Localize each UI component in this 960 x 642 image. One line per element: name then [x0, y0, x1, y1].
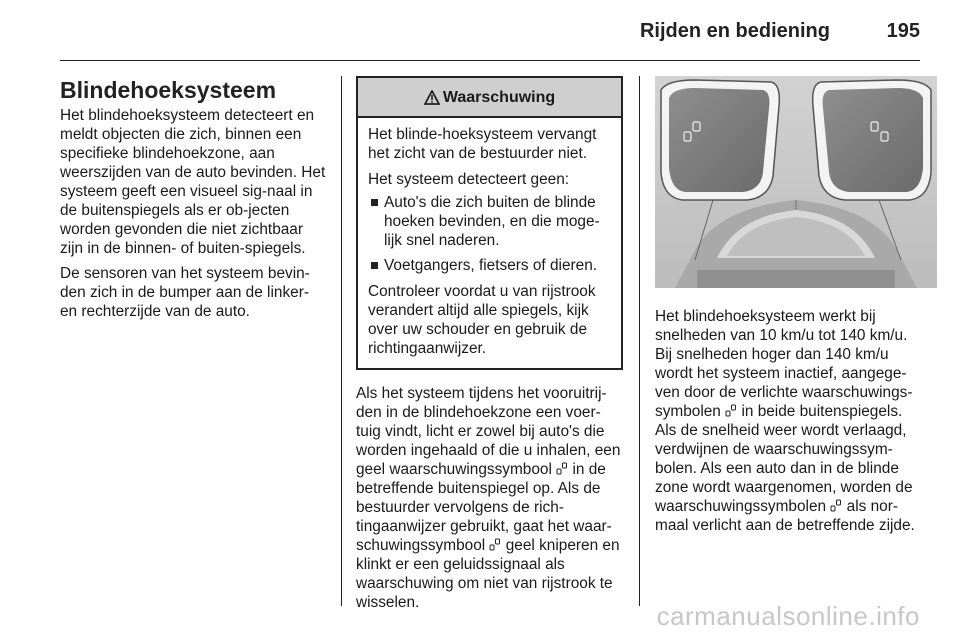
warning-closing: Controleer voordat u van rijstrook verandert altijd alle spiegels, kijk over uw schouder en gebruik de richtingaanwijzer. — [368, 283, 596, 357]
page-header — [0, 0, 960, 60]
speed-text: in beide buitenspiegels. Als de snelheid weer wordt verlaagd, verdwijnen de waarschuwingssym-bolen. Als een auto dan in de blinde zone wordt waargenomen, worden de waarschuwingssymbolen — [655, 403, 913, 515]
header-title: Rijden en bediening — [639, 20, 830, 42]
warning-box — [356, 76, 623, 370]
section-heading: Blindehoeksysteem — [60, 77, 277, 103]
warning-title: Waarschuwing — [442, 88, 556, 106]
warning-triangle-icon — [424, 90, 440, 105]
column-divider-left — [341, 76, 342, 606]
blind-spot-symbol-icon — [725, 404, 737, 418]
blind-spot-symbol-icon — [489, 538, 501, 552]
header-rule — [60, 60, 920, 61]
detection-text: in de betreffende buitenspiegel op. Als de bestuurder vervolgens de rich-tingaanwijzer gebruikt, gaat het waar-schuwingssymbool — [356, 461, 612, 554]
warning-list-intro: Het systeem detecteert geen: — [368, 171, 570, 188]
page-number: 195 — [886, 20, 920, 42]
detection-paragraph — [356, 384, 623, 612]
speed-paragraph — [655, 307, 925, 535]
blind-spot-symbol-icon — [556, 462, 568, 476]
speed-text: als nor-maal verlicht aan de betreffende zijde. — [655, 498, 915, 534]
warning-intro: Het blinde-hoeksysteem vervangt het zicht van de bestuurder niet. — [368, 126, 597, 162]
right-column — [655, 76, 925, 541]
watermark: carmanualsonline.info — [656, 601, 920, 631]
left-column — [60, 76, 326, 327]
intro-paragraph: Het blindehoeksysteem detecteert en meldt objecten die zich, binnen een specifieke blindehoekzone, aan weerszijden van de auto bevinden. Het systeem geeft een visueel sig-naal in de buitenspiegels als er ob-jecten worden gevonden die niet zichtbaar zijn in de binnen- of buiten-spiegels. — [60, 107, 326, 257]
detection-text: geel kniperen en klinkt er een geluidssignaal als waarschuwing om niet van rijstrook te wisselen. — [356, 537, 620, 611]
sensor-paragraph: De sensoren van het systeem bevin-den zich in de bumper aan de linker- en rechterzijde van de auto. — [60, 265, 310, 320]
detection-text: Als het systeem tijdens het vooruitrij-den in de blindehoekzone een voer-tuig vindt, licht er zowel bij auto's die worden ingehaald of die u inhalen, een geel waarschuwingssymbool — [356, 385, 621, 478]
blind-spot-symbol-icon — [830, 499, 842, 513]
middle-column — [356, 76, 623, 618]
warning-body — [358, 118, 621, 368]
list-item: Voetgangers, fietsers of dieren. — [368, 256, 611, 275]
blind-spot-mirrors-illustration — [655, 76, 937, 288]
speed-text: Het blindehoeksysteem werkt bij snelheden van 10 km/u tot 140 km/u. Bij snelheden hoger dan 140 km/u wordt het systeem inactief, aangege-ven door de verlichte waarschuwings-symbolen — [655, 308, 913, 420]
warning-header — [358, 78, 621, 118]
list-item: Auto's die zich buiten de blinde hoeken bevinden, en die moge-lijk snel naderen. — [368, 193, 611, 250]
column-divider-right — [639, 76, 640, 606]
warning-list — [368, 193, 611, 275]
